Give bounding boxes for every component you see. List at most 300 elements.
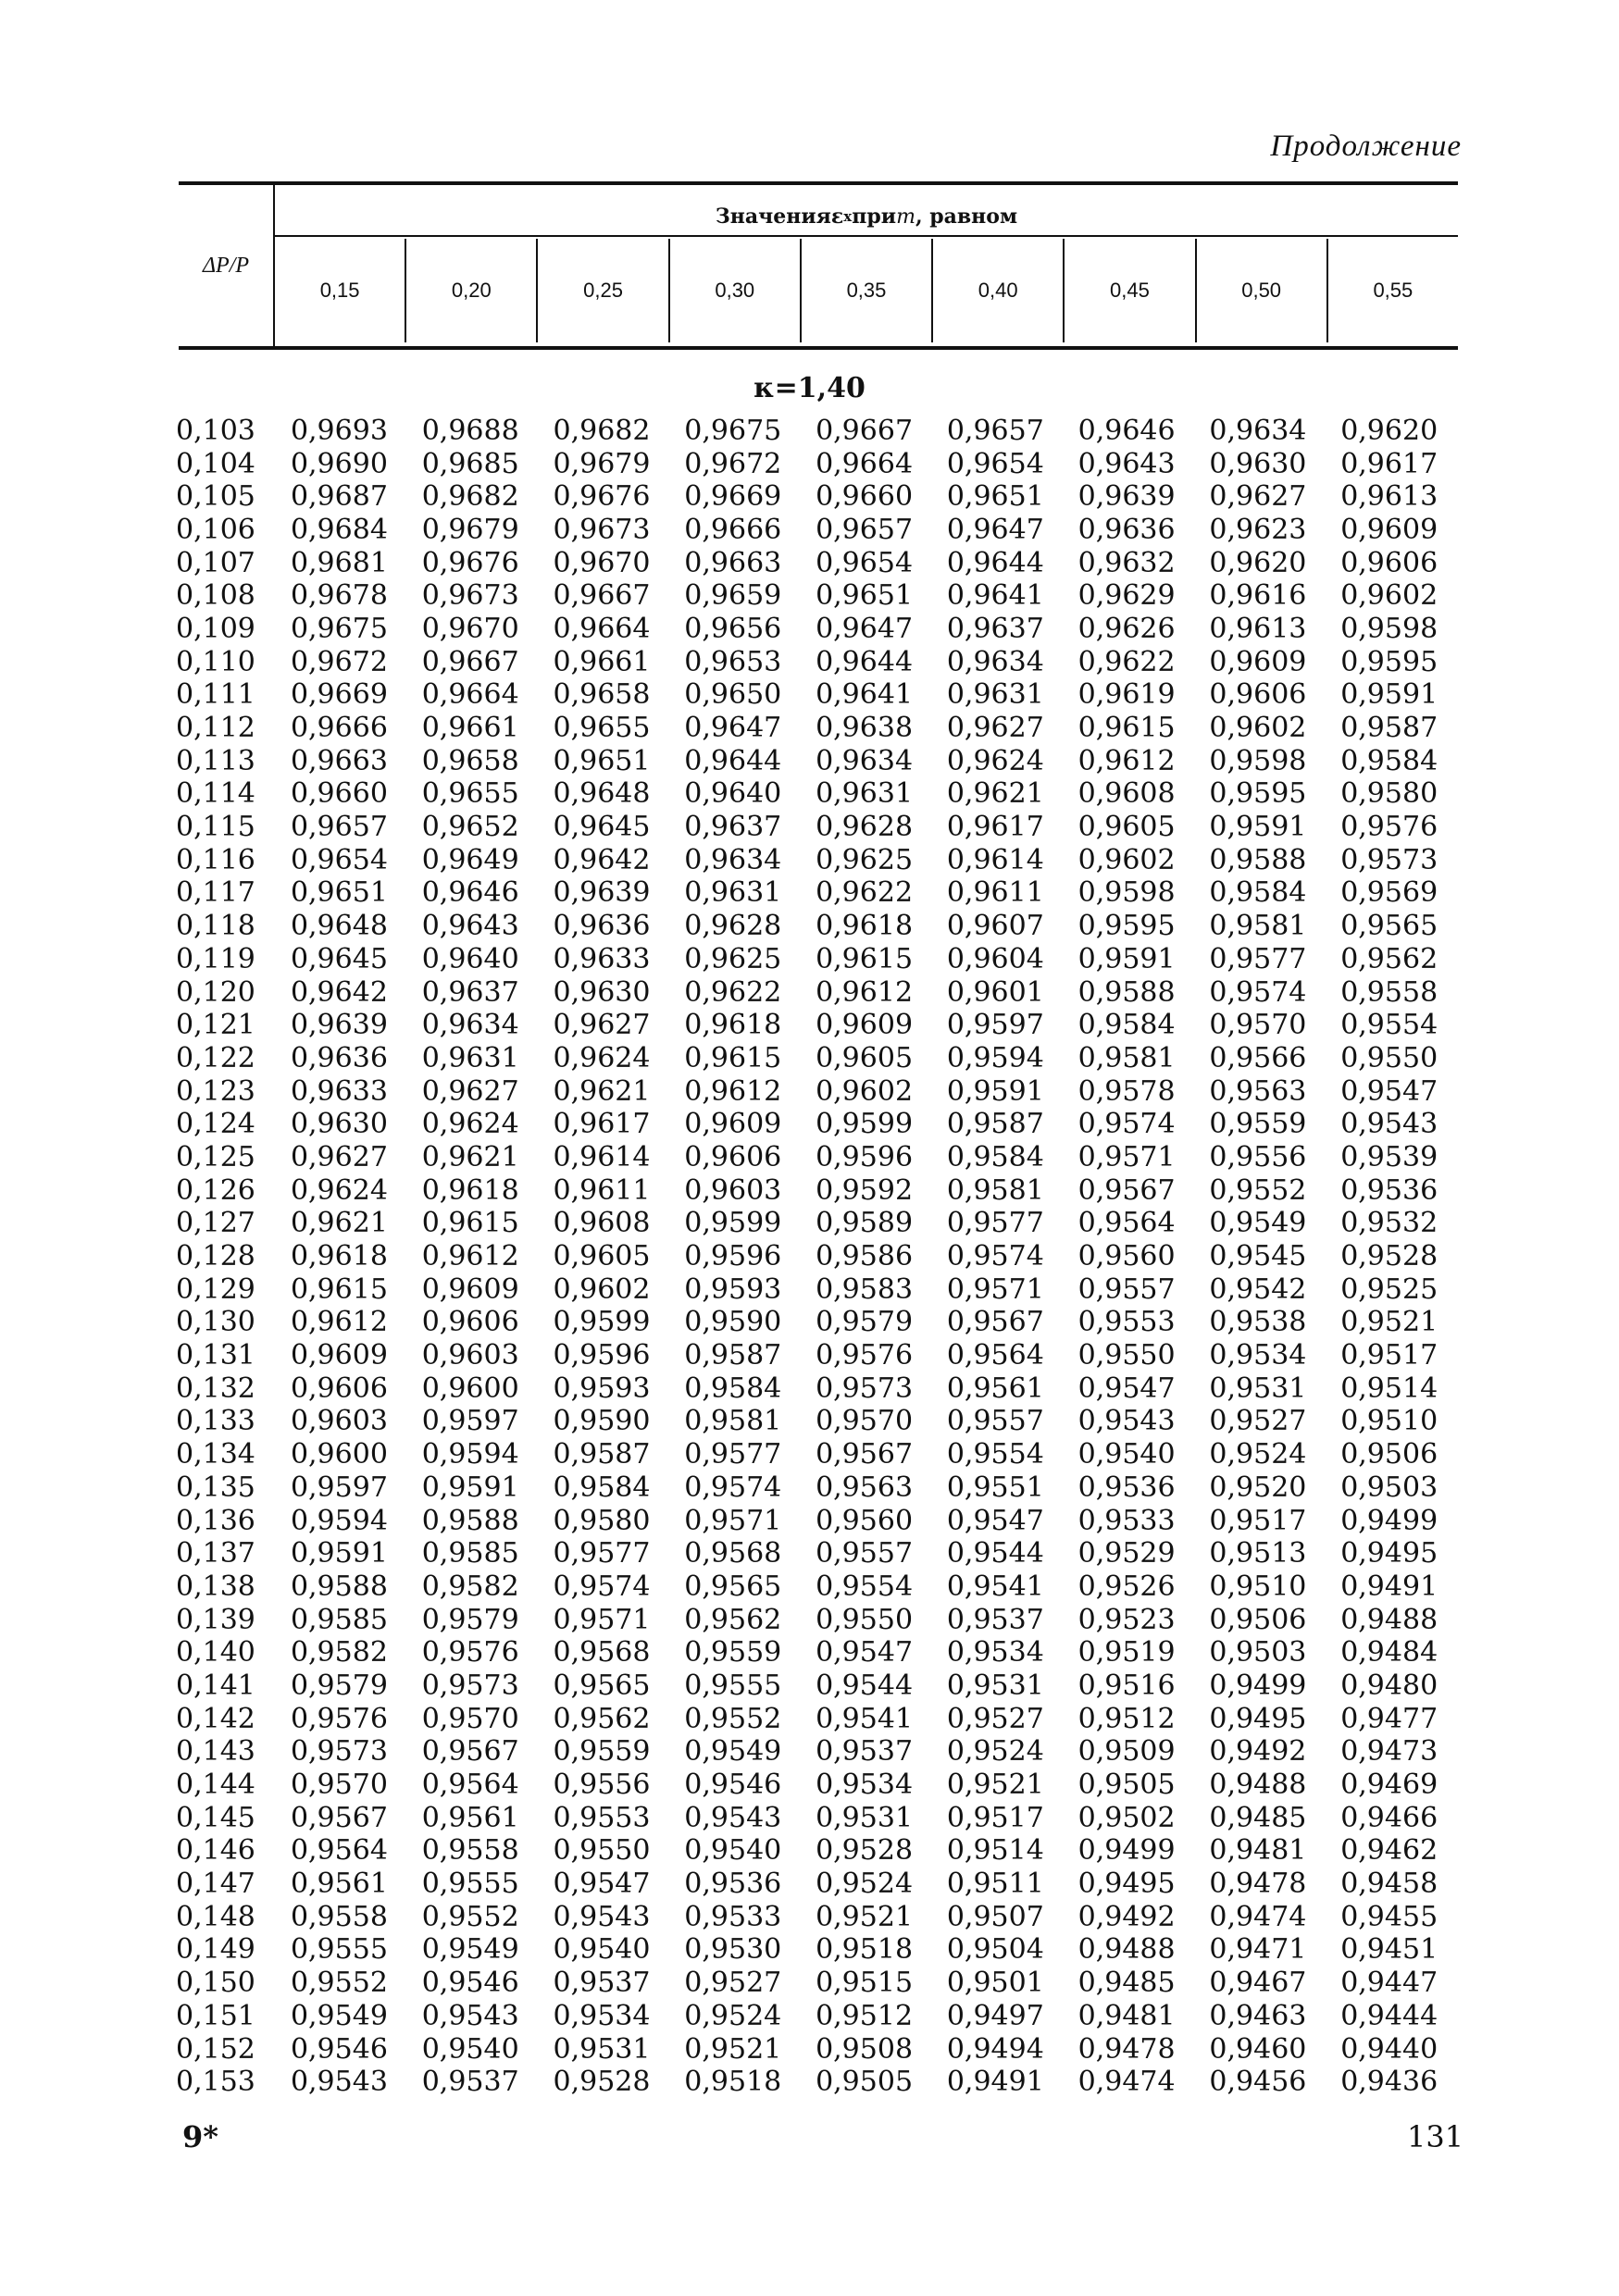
table-cell: 0,9647 (816, 612, 914, 645)
table-cell: 0,9550 (1340, 1041, 1438, 1074)
table-cell: 0,9679 (421, 513, 519, 546)
table-cell: 0,9513 (1209, 1537, 1307, 1570)
table-cell: 0,9534 (1209, 1339, 1307, 1372)
table-cell: 0,9594 (946, 1041, 1044, 1074)
table-cell: 0,9653 (684, 645, 782, 678)
table-cell: 0,9478 (1077, 2032, 1176, 2066)
table-cell: 0,9673 (553, 513, 651, 546)
table-cell: 0,9588 (1077, 975, 1176, 1009)
table-cell: 0,9634 (684, 843, 782, 876)
table-cell: 0,9605 (1077, 811, 1176, 844)
table-cell: 0,9613 (1340, 480, 1438, 514)
table-cell: 0,9591 (1340, 678, 1438, 712)
table-row (176, 1208, 1472, 1241)
table-cell: 0,9570 (1209, 1009, 1307, 1042)
table-cell: 0,9626 (1077, 612, 1176, 645)
table-cell: 0,9614 (946, 843, 1044, 876)
table-cell: 0,9511 (946, 1868, 1044, 1901)
table-cell: 0,9473 (1340, 1735, 1438, 1769)
column-header-m: 0,35 (802, 239, 933, 342)
table-cell: 0,9600 (290, 1438, 388, 1471)
row-key-dp-p: 0,132 (176, 1371, 255, 1405)
table-cell: 0,9529 (1077, 1537, 1176, 1570)
table-cell: 0,9576 (1340, 811, 1438, 844)
table-cell: 0,9624 (553, 1041, 651, 1074)
table-cell: 0,9562 (684, 1603, 782, 1636)
table-cell: 0,9595 (1340, 645, 1438, 678)
table-cell: 0,9509 (1077, 1735, 1176, 1769)
table-cell: 0,9536 (1340, 1173, 1438, 1207)
table-cell: 0,9524 (684, 1999, 782, 2032)
table-cell: 0,9503 (1340, 1471, 1438, 1504)
table-cell: 0,9664 (421, 678, 519, 712)
table-cell: 0,9644 (684, 744, 782, 777)
table-cell: 0,9543 (553, 1900, 651, 1933)
table-cell: 0,9536 (684, 1868, 782, 1901)
table-cell: 0,9477 (1340, 1702, 1438, 1735)
table-cell: 0,9577 (684, 1438, 782, 1471)
table-row (176, 1108, 1472, 1141)
table-cell: 0,9650 (684, 678, 782, 712)
table-cell: 0,9488 (1209, 1769, 1307, 1802)
table-cell: 0,9661 (553, 645, 651, 678)
table-cell: 0,9551 (946, 1471, 1044, 1504)
table-cell: 0,9514 (946, 1834, 1044, 1868)
table-cell: 0,9569 (1340, 876, 1438, 910)
table-cell: 0,9517 (946, 1801, 1044, 1834)
row-header-dp-p: ΔP/P (179, 185, 275, 346)
table-cell: 0,9463 (1209, 1999, 1307, 2032)
table-cell: 0,9606 (290, 1371, 388, 1405)
table-cell: 0,9557 (1077, 1272, 1176, 1306)
table-row (176, 1505, 1472, 1538)
table-cell: 0,9534 (946, 1636, 1044, 1669)
continuation-label: Продолжение (1270, 130, 1462, 163)
column-group-title-end: , равном (915, 205, 1018, 229)
table-cell: 0,9565 (684, 1570, 782, 1603)
table-cell: 0,9672 (290, 645, 388, 678)
table-cell: 0,9560 (1077, 1240, 1176, 1273)
table-cell: 0,9656 (684, 612, 782, 645)
table-cell: 0,9630 (553, 975, 651, 1009)
table-cell: 0,9533 (684, 1900, 782, 1933)
table-cell: 0,9491 (1340, 1570, 1438, 1603)
column-header-m: 0,20 (406, 239, 538, 342)
table-cell: 0,9590 (684, 1306, 782, 1339)
table-cell: 0,9581 (684, 1405, 782, 1438)
table-row (176, 1141, 1472, 1174)
table-cell: 0,9565 (1340, 910, 1438, 943)
row-key-dp-p: 0,107 (176, 546, 255, 579)
table-cell: 0,9639 (553, 876, 651, 910)
table-cell: 0,9603 (421, 1339, 519, 1372)
table-cell: 0,9615 (290, 1272, 388, 1306)
table-cell: 0,9641 (946, 579, 1044, 613)
table-cell: 0,9630 (1209, 447, 1307, 480)
table-cell: 0,9503 (1209, 1636, 1307, 1669)
table-cell: 0,9602 (1340, 579, 1438, 613)
table-cell: 0,9633 (553, 942, 651, 975)
row-key-dp-p: 0,114 (176, 777, 255, 811)
table-cell: 0,9602 (1077, 843, 1176, 876)
column-header-m: 0,45 (1065, 239, 1196, 342)
table-cell: 0,9624 (290, 1173, 388, 1207)
table-row (176, 1042, 1472, 1075)
table-cell: 0,9633 (290, 1074, 388, 1108)
table-cell: 0,9554 (816, 1570, 914, 1603)
table-cell: 0,9637 (421, 975, 519, 1009)
table-cell: 0,9624 (421, 1108, 519, 1141)
table-cell: 0,9573 (421, 1669, 519, 1702)
table-cell: 0,9591 (946, 1074, 1044, 1108)
row-key-dp-p: 0,133 (176, 1405, 255, 1438)
table-cell: 0,9685 (421, 447, 519, 480)
table-cell: 0,9608 (1077, 777, 1176, 811)
row-key-dp-p: 0,126 (176, 1173, 255, 1207)
table-cell: 0,9672 (684, 447, 782, 480)
table-cell: 0,9598 (1340, 612, 1438, 645)
table-cell: 0,9543 (684, 1801, 782, 1834)
table-cell: 0,9594 (290, 1504, 388, 1537)
table-row (176, 877, 1472, 911)
table-cell: 0,9664 (816, 447, 914, 480)
table-cell: 0,9579 (290, 1669, 388, 1702)
table-cell: 0,9631 (816, 777, 914, 811)
table-cell: 0,9527 (684, 1967, 782, 2000)
row-key-dp-p: 0,105 (176, 480, 255, 514)
table-cell: 0,9528 (553, 2066, 651, 2099)
table-cell: 0,9568 (684, 1537, 782, 1570)
table-cell: 0,9567 (946, 1306, 1044, 1339)
table-cell: 0,9615 (421, 1207, 519, 1240)
row-key-dp-p: 0,130 (176, 1306, 255, 1339)
table-cell: 0,9587 (946, 1108, 1044, 1141)
table-cell: 0,9648 (553, 777, 651, 811)
row-key-dp-p: 0,128 (176, 1240, 255, 1273)
table-cell: 0,9488 (1340, 1603, 1438, 1636)
table-cell: 0,9632 (1077, 546, 1176, 579)
table-cell: 0,9682 (421, 480, 519, 514)
table-cell: 0,9552 (684, 1702, 782, 1735)
table-row (176, 480, 1472, 514)
table-cell: 0,9585 (421, 1537, 519, 1570)
row-key-dp-p: 0,149 (176, 1933, 255, 1967)
table-cell: 0,9637 (684, 811, 782, 844)
table-cell: 0,9688 (421, 414, 519, 447)
table-cell: 0,9622 (816, 876, 914, 910)
row-key-dp-p: 0,112 (176, 712, 255, 745)
table-cell: 0,9687 (290, 480, 388, 514)
table-cell: 0,9555 (421, 1868, 519, 1901)
table-cell: 0,9631 (421, 1041, 519, 1074)
table-cell: 0,9559 (1209, 1108, 1307, 1141)
row-key-dp-p: 0,135 (176, 1471, 255, 1504)
table-cell: 0,9620 (1209, 546, 1307, 579)
table-cell: 0,9558 (1340, 975, 1438, 1009)
table-cell: 0,9543 (1077, 1405, 1176, 1438)
table-cell: 0,9609 (816, 1009, 914, 1042)
table-cell: 0,9667 (816, 414, 914, 447)
table-cell: 0,9634 (946, 645, 1044, 678)
table-cell: 0,9580 (553, 1504, 651, 1537)
table-cell: 0,9562 (553, 1702, 651, 1735)
table-cell: 0,9596 (553, 1339, 651, 1372)
table-cell: 0,9584 (1209, 876, 1307, 910)
table-row (176, 1372, 1472, 1406)
table-cell: 0,9590 (553, 1405, 651, 1438)
table-cell: 0,9612 (684, 1074, 782, 1108)
table-cell: 0,9614 (553, 1140, 651, 1173)
table-cell: 0,9524 (816, 1868, 914, 1901)
table-cell: 0,9571 (684, 1504, 782, 1537)
table-cell: 0,9574 (946, 1240, 1044, 1273)
table-cell: 0,9597 (421, 1405, 519, 1438)
table-cell: 0,9460 (1209, 2032, 1307, 2066)
table-cell: 0,9676 (553, 480, 651, 514)
table-cell: 0,9499 (1340, 1504, 1438, 1537)
table-cell: 0,9515 (816, 1967, 914, 2000)
table-row (176, 1636, 1472, 1669)
table-cell: 0,9621 (553, 1074, 651, 1108)
table-cell: 0,9606 (1340, 546, 1438, 579)
table-cell: 0,9523 (1077, 1603, 1176, 1636)
table-cell: 0,9679 (553, 447, 651, 480)
table-cell: 0,9561 (290, 1868, 388, 1901)
row-key-dp-p: 0,152 (176, 2032, 255, 2066)
table-cell: 0,9615 (1077, 712, 1176, 745)
table-cell: 0,9607 (946, 910, 1044, 943)
table-cell: 0,9631 (684, 876, 782, 910)
table-cell: 0,9609 (1209, 645, 1307, 678)
table-cell: 0,9584 (684, 1371, 782, 1405)
table-cell: 0,9537 (816, 1735, 914, 1769)
table-cell: 0,9534 (553, 1999, 651, 2032)
table-cell: 0,9641 (816, 678, 914, 712)
table-cell: 0,9617 (1340, 447, 1438, 480)
table-cell: 0,9495 (1077, 1868, 1176, 1901)
table-cell: 0,9627 (946, 712, 1044, 745)
row-key-dp-p: 0,137 (176, 1537, 255, 1570)
table-cell: 0,9588 (290, 1570, 388, 1603)
table-cell: 0,9574 (684, 1471, 782, 1504)
table-cell: 0,9599 (553, 1306, 651, 1339)
table-cell: 0,9602 (816, 1074, 914, 1108)
row-key-dp-p: 0,153 (176, 2066, 255, 2099)
table-cell: 0,9628 (816, 811, 914, 844)
table-cell: 0,9598 (1209, 744, 1307, 777)
table-row (176, 844, 1472, 877)
table-cell: 0,9621 (290, 1207, 388, 1240)
table-cell: 0,9583 (816, 1272, 914, 1306)
row-key-dp-p: 0,106 (176, 513, 255, 546)
row-key-dp-p: 0,125 (176, 1140, 255, 1173)
table-cell: 0,9531 (553, 2032, 651, 2066)
table-cell: 0,9521 (684, 2032, 782, 2066)
table-cell: 0,9506 (1340, 1438, 1438, 1471)
table-cell: 0,9634 (421, 1009, 519, 1042)
table-cell: 0,9580 (1340, 777, 1438, 811)
table-cell: 0,9595 (1077, 910, 1176, 943)
table-cell: 0,9613 (1209, 612, 1307, 645)
table-cell: 0,9527 (1209, 1405, 1307, 1438)
table-cell: 0,9640 (684, 777, 782, 811)
table-cell: 0,9666 (290, 712, 388, 745)
table-cell: 0,9521 (816, 1900, 914, 1933)
table-cell: 0,9612 (421, 1240, 519, 1273)
table-cell: 0,9646 (421, 876, 519, 910)
table-cell: 0,9528 (1340, 1240, 1438, 1273)
m-value-columns (275, 239, 1458, 342)
table-cell: 0,9510 (1209, 1570, 1307, 1603)
table-row (176, 943, 1472, 976)
row-key-dp-p: 0,139 (176, 1603, 255, 1636)
table-cell: 0,9517 (1340, 1339, 1438, 1372)
table-cell: 0,9644 (816, 645, 914, 678)
table-cell: 0,9603 (684, 1173, 782, 1207)
table-row (176, 1835, 1472, 1868)
table-cell: 0,9657 (290, 811, 388, 844)
row-key-dp-p: 0,120 (176, 975, 255, 1009)
table-cell: 0,9591 (1209, 811, 1307, 844)
table-cell: 0,9574 (553, 1570, 651, 1603)
table-cell: 0,9536 (1077, 1471, 1176, 1504)
table-cell: 0,9471 (1209, 1933, 1307, 1967)
table-cell: 0,9627 (290, 1140, 388, 1173)
table-cell: 0,9505 (1077, 1769, 1176, 1802)
table-cell: 0,9667 (421, 645, 519, 678)
column-group-title (275, 198, 1458, 237)
table-cell: 0,9488 (1077, 1933, 1176, 1967)
table-header (179, 181, 1458, 350)
table-cell: 0,9492 (1209, 1735, 1307, 1769)
table-cell: 0,9645 (553, 811, 651, 844)
table-cell: 0,9582 (421, 1570, 519, 1603)
table-row (176, 1570, 1472, 1604)
table-cell: 0,9611 (946, 876, 1044, 910)
table-cell: 0,9663 (290, 744, 388, 777)
table-cell: 0,9545 (1209, 1240, 1307, 1273)
table-cell: 0,9485 (1077, 1967, 1176, 2000)
row-key-dp-p: 0,134 (176, 1438, 255, 1471)
table-cell: 0,9693 (290, 414, 388, 447)
table-cell: 0,9481 (1077, 1999, 1176, 2032)
table-cell: 0,9657 (946, 414, 1044, 447)
table-row (176, 1769, 1472, 1802)
table-cell: 0,9506 (1209, 1603, 1307, 1636)
table-cell: 0,9587 (553, 1438, 651, 1471)
table-cell: 0,9512 (816, 1999, 914, 2032)
table-cell: 0,9609 (290, 1339, 388, 1372)
table-cell: 0,9533 (1077, 1504, 1176, 1537)
table-cell: 0,9576 (421, 1636, 519, 1669)
column-group-title-mid: при (852, 205, 897, 229)
table-cell: 0,9601 (946, 975, 1044, 1009)
table-cell: 0,9544 (816, 1669, 914, 1702)
table-cell: 0,9537 (946, 1603, 1044, 1636)
table-cell: 0,9455 (1340, 1900, 1438, 1933)
table-cell: 0,9574 (1077, 1108, 1176, 1141)
table-cell: 0,9598 (1077, 876, 1176, 910)
table-cell: 0,9553 (553, 1801, 651, 1834)
table-cell: 0,9540 (1077, 1438, 1176, 1471)
table-cell: 0,9609 (684, 1108, 782, 1141)
table-cell: 0,9540 (553, 1933, 651, 1967)
table-cell: 0,9549 (421, 1933, 519, 1967)
row-key-dp-p: 0,116 (176, 843, 255, 876)
table-cell: 0,9516 (1077, 1669, 1176, 1702)
table-cell: 0,9501 (946, 1967, 1044, 2000)
table-cell: 0,9526 (1077, 1570, 1176, 1603)
row-key-dp-p: 0,146 (176, 1834, 255, 1868)
table-cell: 0,9651 (816, 579, 914, 613)
table-cell: 0,9527 (946, 1702, 1044, 1735)
table-cell: 0,9494 (946, 2032, 1044, 2066)
row-key-dp-p: 0,142 (176, 1702, 255, 1735)
table-cell: 0,9549 (290, 1999, 388, 2032)
table-row (176, 1174, 1472, 1208)
table-cell: 0,9634 (1209, 414, 1307, 447)
table-cell: 0,9617 (946, 811, 1044, 844)
table-cell: 0,9462 (1340, 1834, 1438, 1868)
table-cell: 0,9466 (1340, 1801, 1438, 1834)
table-cell: 0,9622 (1077, 645, 1176, 678)
table-cell: 0,9643 (421, 910, 519, 943)
table-cell: 0,9558 (290, 1900, 388, 1933)
table-cell: 0,9541 (816, 1702, 914, 1735)
table-cell: 0,9573 (290, 1735, 388, 1769)
table-cell: 0,9581 (1209, 910, 1307, 943)
table-cell: 0,9666 (684, 513, 782, 546)
table-cell: 0,9524 (1209, 1438, 1307, 1471)
table-cell: 0,9616 (1209, 579, 1307, 613)
table-cell: 0,9567 (290, 1801, 388, 1834)
table-cell: 0,9567 (1077, 1173, 1176, 1207)
table-row (176, 1438, 1472, 1471)
table-cell: 0,9647 (684, 712, 782, 745)
table-cell: 0,9618 (421, 1173, 519, 1207)
table-cell: 0,9579 (421, 1603, 519, 1636)
table-cell: 0,9550 (553, 1834, 651, 1868)
table-cell: 0,9555 (684, 1669, 782, 1702)
table-cell: 0,9570 (816, 1405, 914, 1438)
table-cell: 0,9554 (946, 1438, 1044, 1471)
table-cell: 0,9495 (1340, 1537, 1438, 1570)
table-cell: 0,9474 (1077, 2066, 1176, 2099)
table-cell: 0,9612 (1077, 744, 1176, 777)
table-cell: 0,9519 (1077, 1636, 1176, 1669)
table-cell: 0,9627 (553, 1009, 651, 1042)
signature-mark: 9* (182, 2119, 218, 2154)
table-cell: 0,9684 (290, 513, 388, 546)
table-cell: 0,9544 (946, 1537, 1044, 1570)
table-cell: 0,9539 (1340, 1140, 1438, 1173)
table-cell: 0,9621 (421, 1140, 519, 1173)
table-row (176, 2066, 1472, 2099)
table-cell: 0,9497 (946, 1999, 1044, 2032)
table-cell: 0,9531 (1209, 1371, 1307, 1405)
table-row (176, 579, 1472, 613)
table-cell: 0,9617 (553, 1108, 651, 1141)
table-cell: 0,9649 (421, 843, 519, 876)
table-cell: 0,9667 (553, 579, 651, 613)
table-cell: 0,9675 (290, 612, 388, 645)
table-cell: 0,9578 (1077, 1074, 1176, 1108)
table-row (176, 1901, 1472, 1934)
table-row (176, 1736, 1472, 1769)
row-key-dp-p: 0,141 (176, 1669, 255, 1702)
table-cell: 0,9596 (816, 1140, 914, 1173)
epsilon-subscript: x (843, 208, 853, 225)
